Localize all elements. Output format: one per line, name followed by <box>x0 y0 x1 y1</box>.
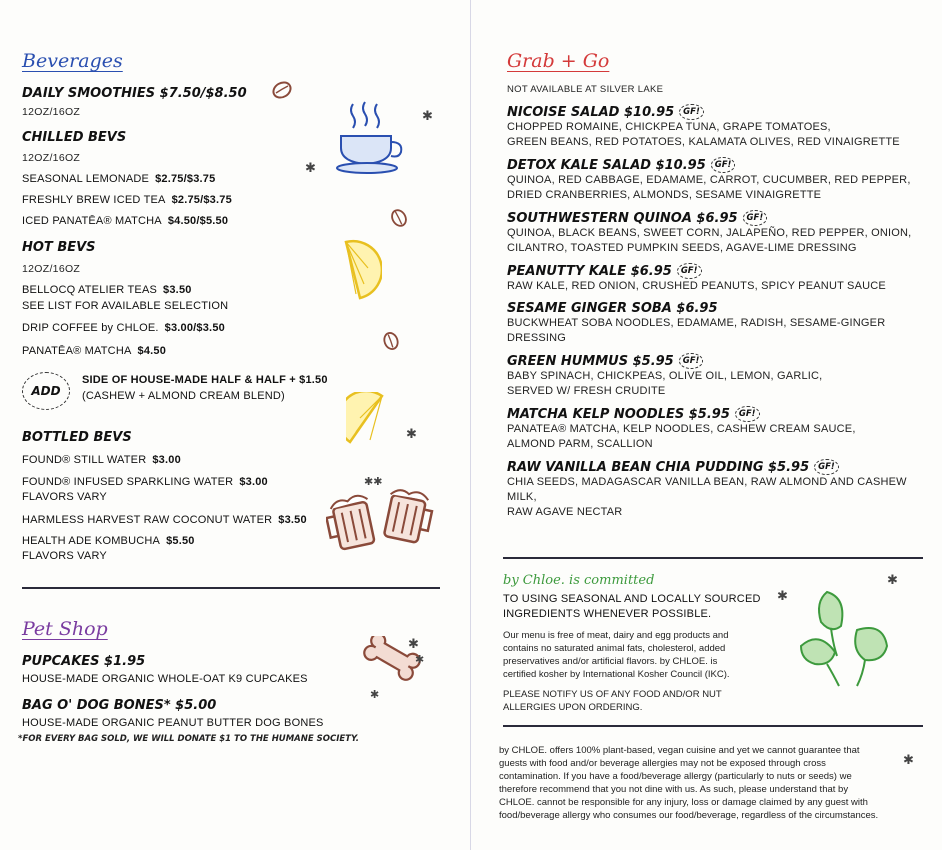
menu-item-iced-matcha <box>22 215 228 227</box>
item-price: $4.50 <box>137 345 167 357</box>
item-price: $5.50 <box>166 535 195 547</box>
menu-item-kombucha <box>22 535 195 547</box>
item-name: FOUND® STILL WATER <box>22 454 147 466</box>
dog-bone-icon <box>356 636 425 688</box>
item-name: BELLOCQ ATELIER TEAS <box>22 284 158 296</box>
disclaimer-line: contamination. If you have a food/beverage allergy (particularly to nuts or seeds) we <box>499 771 852 782</box>
committed-line1: TO USING SEASONAL AND LOCALLY SOURCED <box>503 593 761 605</box>
gluten-free-badge: GF! <box>711 157 736 173</box>
menu-item-description: QUINOA, BLACK BEANS, SWEET CORN, JALAPEÑO, RED PEPPER, ONION, <box>507 227 912 239</box>
sparkle-icon: ✱ <box>777 588 788 603</box>
add-badge-label: ADD <box>31 384 61 398</box>
section-divider <box>503 557 923 559</box>
grab-go-list <box>507 104 927 527</box>
menu-item <box>507 406 927 452</box>
menu-item-description: RAW KALE, RED ONION, CRUSHED PEANUTS, SPICY PEANUT SAUCE <box>507 280 886 292</box>
gluten-free-badge: GF! <box>679 104 704 120</box>
sparkle-icon: ✱ <box>370 689 380 701</box>
sparkle-icon: ✱ <box>415 654 425 666</box>
smoothies-title: DAILY SMOOTHIES $7.50/$8.50 <box>22 86 247 101</box>
gluten-free-badge: GF! <box>677 263 702 279</box>
beverages-heading: Beverages <box>22 50 123 72</box>
coffee-bean-icon <box>380 330 402 352</box>
menu-item-title-text: PEANUTTY KALE $6.95 <box>507 264 672 279</box>
kombucha-note: FLAVORS VARY <box>22 550 107 562</box>
menu-item-title <box>507 459 927 475</box>
teas-note: SEE LIST FOR AVAILABLE SELECTION <box>22 300 229 312</box>
menu-item <box>507 104 927 150</box>
menu-item-description: CHOPPED ROMAINE, CHICKPEA TUNA, GRAPE TOMATOES, <box>507 121 831 133</box>
pupcakes-desc: HOUSE-MADE ORGANIC WHOLE-OAT K9 CUPCAKES <box>22 673 308 685</box>
grab-go-heading: Grab + Go <box>507 50 610 72</box>
menu-item-description: SERVED W/ FRESH CRUDITE <box>507 385 666 397</box>
sparkling-note: FLAVORS VARY <box>22 491 107 503</box>
item-name: HARMLESS HARVEST RAW COCONUT WATER <box>22 514 273 526</box>
add-badge <box>22 372 70 410</box>
menu-item <box>507 263 927 294</box>
committed-line2: INGREDIENTS WHENEVER POSSIBLE. <box>503 608 712 620</box>
gluten-free-badge: GF! <box>743 210 768 226</box>
item-price: $3.00 <box>239 476 268 488</box>
bones-title: BAG O' DOG BONES* $5.00 <box>22 698 217 713</box>
notify-line1: PLEASE NOTIFY US OF ANY FOOD AND/OR NUT <box>503 689 722 700</box>
menu-item-description: BABY SPINACH, CHICKPEAS, OLIVE OIL, LEMON, GARLIC, <box>507 370 823 382</box>
allergy-disclaimer <box>499 744 919 822</box>
sparkle-icon: ✱ <box>406 426 417 441</box>
menu-item <box>507 301 927 346</box>
item-price: $2.75/$3.75 <box>171 194 232 206</box>
menu-item-title <box>507 263 927 279</box>
disclaimer-line: guests with food and/or beverage allergies may not be exposed through cross <box>499 758 826 769</box>
menu-item <box>507 353 927 399</box>
menu-item-description: BUCKWHEAT SOBA NOODLES, EDAMAME, RADISH, SESAME-GINGER DRESSING <box>507 317 886 344</box>
chilled-size: 12OZ/16OZ <box>22 152 81 164</box>
menu-item-description: GREEN BEANS, RED POTATOES, KALAMATA OLIVES, RED VINAIGRETTE <box>507 136 900 148</box>
bottled-title: BOTTLED BEVS <box>22 430 132 445</box>
disclaimer-line: CHLOE. cannot be responsible for any injury, loss or damage claimed by any guest with <box>499 797 868 808</box>
coffee-bean-icon <box>388 207 410 229</box>
left-page <box>0 0 470 850</box>
coffee-bean-icon <box>270 78 294 102</box>
sparkle-icon: ✱ <box>903 752 914 767</box>
coffee-cup-icon <box>335 100 407 176</box>
paragraph-line: preservatives and/or artificial flavors. by CHLOE. is <box>503 656 718 667</box>
menu-item-title-text: GREEN HUMMUS $5.95 <box>507 354 674 369</box>
paragraph-line: Our menu is free of meat, dairy and egg products and <box>503 630 729 641</box>
item-name: FOUND® INFUSED SPARKLING WATER <box>22 476 234 488</box>
menu-item-title <box>507 104 927 120</box>
section-divider <box>22 587 440 589</box>
bones-desc: HOUSE-MADE ORGANIC PEANUT BUTTER DOG BONES <box>22 717 324 729</box>
committed-heading: by Chloe. is committed <box>503 573 655 588</box>
disclaimer-line: by CHLOE. offers 100% plant-based, vegan cuisine and yet we cannot guarantee that <box>499 745 860 756</box>
menu-item-description: QUINOA, RED CABBAGE, EDAMAME, CARROT, CUCUMBER, RED PEPPER, <box>507 174 911 186</box>
menu-item-coconut <box>22 514 307 526</box>
menu-item-lemonade <box>22 173 215 185</box>
spinach-leaves-icon <box>797 588 893 692</box>
menu-item-matcha <box>22 345 166 357</box>
item-name: DRIP COFFEE by CHLOE. <box>22 322 159 334</box>
menu-item <box>507 157 927 203</box>
sparkle-icon: ✱✱ <box>364 476 383 488</box>
menu-item-title <box>507 406 927 422</box>
bones-note: *FOR EVERY BAG SOLD, WE WILL DONATE $1 TO THE HUMANE SOCIETY. <box>18 734 359 744</box>
item-price: $2.75/$3.75 <box>155 173 216 185</box>
disclaimer-line: therefore recommend that you not dine with us. As such, please understand that by <box>499 784 849 795</box>
menu-item-title-text: SOUTHWESTERN QUINOA $6.95 <box>507 211 738 226</box>
grab-go-subheading: NOT AVAILABLE AT SILVER LAKE <box>507 84 664 95</box>
item-name: ICED PANATĒA® MATCHA <box>22 215 162 227</box>
item-price: $3.00 <box>152 454 181 466</box>
menu-item-title <box>507 301 927 316</box>
right-page <box>471 0 942 850</box>
section-divider <box>503 725 923 727</box>
menu-item-title <box>507 157 927 173</box>
menu-item-drip-coffee <box>22 322 225 334</box>
menu-item-title <box>507 210 927 226</box>
item-name: HEALTH ADE KOMBUCHA <box>22 535 161 547</box>
lemon-slice-icon <box>338 238 382 302</box>
gluten-free-badge: GF! <box>814 459 839 475</box>
menu-item <box>507 459 927 520</box>
menu-item-title-text: DETOX KALE SALAD $10.95 <box>507 158 706 173</box>
item-name: PANATĒA® MATCHA <box>22 345 132 357</box>
item-price: $4.50/$5.50 <box>167 215 229 227</box>
chilled-title: CHILLED BEVS <box>22 130 127 145</box>
menu-item-description: CHIA SEEDS, MADAGASCAR VANILLA BEAN, RAW ALMOND AND CASHEW MILK, <box>507 476 907 503</box>
paragraph-line: contains no saturated animal fats, cholesterol, added <box>503 643 726 654</box>
menu-item-description: CILANTRO, TOASTED PUMPKIN SEEDS, AGAVE-LIME DRESSING <box>507 242 857 254</box>
sparkle-icon: ✱ <box>887 572 898 587</box>
sparkle-icon: ✱ <box>305 160 316 175</box>
petshop-heading: Pet Shop <box>22 618 108 640</box>
menu-item-still-water <box>22 454 181 466</box>
menu-item-title-text: RAW VANILLA BEAN CHIA PUDDING $5.95 <box>507 460 810 475</box>
beer-mugs-icon <box>326 482 438 554</box>
gluten-free-badge: GF! <box>735 406 760 422</box>
menu-item-sparkling <box>22 476 268 488</box>
menu-item-title-text: SESAME GINGER SOBA $6.95 <box>507 301 718 316</box>
hot-title: HOT BEVS <box>22 240 96 255</box>
item-price: $3.50 <box>278 514 307 526</box>
menu-item-title-text: MATCHA KELP NOODLES $5.95 <box>507 407 730 422</box>
menu-item-title-text: NICOISE SALAD $10.95 <box>507 105 675 120</box>
menu-item <box>507 210 927 256</box>
add-line1: SIDE OF HOUSE-MADE HALF & HALF + $1.50 <box>82 374 328 386</box>
gluten-free-badge: GF! <box>679 353 704 369</box>
disclaimer-line: food/beverage allergy who consumes our food/beverage, regardless of the circumstances. <box>499 810 879 821</box>
menu-item-description: PANATEA® MATCHA, KELP NOODLES, CASHEW CREAM SAUCE, <box>507 423 856 435</box>
menu-item-teas <box>22 284 192 296</box>
menu-item-iced-tea <box>22 194 232 206</box>
pupcakes-title: PUPCAKES $1.95 <box>22 654 146 669</box>
smoothies-size: 12OZ/16OZ <box>22 106 81 118</box>
item-price: $3.00/$3.50 <box>164 322 225 334</box>
add-line2: (CASHEW + ALMOND CREAM BLEND) <box>82 390 285 402</box>
sparkle-icon: ✱ <box>408 636 419 651</box>
menu-item-description: RAW AGAVE NECTAR <box>507 506 623 518</box>
lemon-slice-icon <box>346 392 390 450</box>
menu-item-description: ALMOND PARM, SCALLION <box>507 438 653 450</box>
paragraph-line: certified kosher by International Kosher Council (IKC). <box>503 669 730 680</box>
menu-item-description: DRIED CRANBERRIES, ALMONDS, SESAME VINAIGRETTE <box>507 189 822 201</box>
committed-paragraph <box>503 629 730 681</box>
menu-item-title <box>507 353 927 369</box>
notify-line2: ALLERGIES UPON ORDERING. <box>503 702 643 713</box>
item-name: SEASONAL LEMONADE <box>22 173 150 185</box>
item-name: FRESHLY BREW ICED TEA <box>22 194 166 206</box>
item-price: $3.50 <box>163 284 192 296</box>
hot-size: 12OZ/16OZ <box>22 263 81 275</box>
sparkle-icon: ✱ <box>422 108 433 123</box>
